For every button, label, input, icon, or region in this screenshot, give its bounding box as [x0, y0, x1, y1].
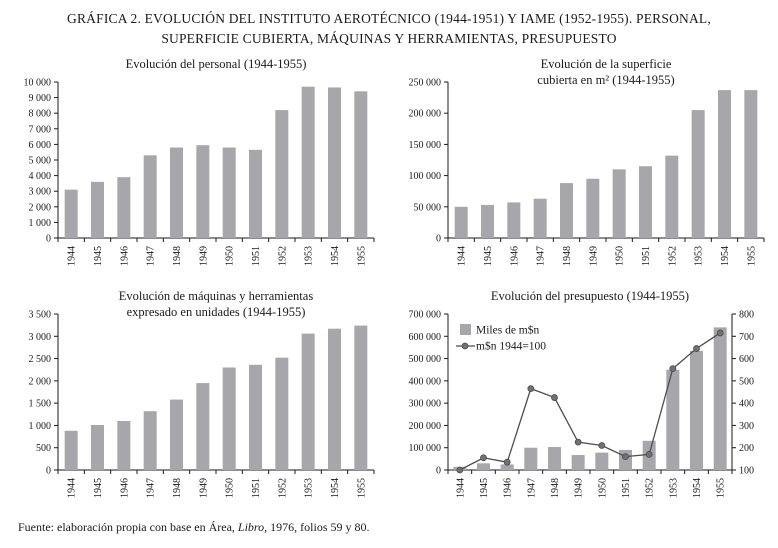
trend-marker-1954 [694, 346, 700, 352]
y-axis-tick-label: 3 000 [28, 331, 51, 343]
legend-line-label: m$n 1944=100 [476, 340, 547, 353]
trend-marker-1947 [528, 386, 534, 392]
trend-marker-1952 [646, 452, 652, 458]
y-axis-tick-label: 400 000 [408, 376, 441, 388]
source-text-italic: Libro [237, 520, 265, 535]
right-y-axis-tick-label: 400 [739, 398, 754, 410]
trend-marker-1949 [575, 439, 581, 445]
x-axis-tick-label: 1951 [641, 246, 652, 267]
x-axis-tick-label: 1953 [668, 478, 680, 499]
trend-marker-1951 [623, 454, 629, 460]
bar-1951 [249, 150, 262, 238]
y-axis-tick-label: 200 000 [408, 108, 441, 120]
x-axis-tick-label: 1945 [479, 478, 490, 499]
chart-title: Evolución del presupuesto (1944-1955) [490, 289, 690, 304]
bar-1944 [65, 190, 78, 238]
x-axis-tick-label: 1945 [93, 246, 104, 267]
x-axis-tick-label: 1955 [746, 246, 758, 267]
x-axis-tick-label: 1953 [303, 478, 315, 499]
chart-title: expresado en unidades (1944-1955) [126, 305, 306, 320]
bar-1948 [548, 447, 561, 470]
y-axis-tick-label: 1 000 [28, 218, 51, 230]
bar-1947 [524, 448, 537, 470]
chart-title: Evolución de máquinas y herramientas [118, 289, 314, 304]
bar-1952 [275, 110, 288, 238]
bar-1945 [91, 425, 104, 470]
bar-1946 [507, 203, 520, 239]
x-axis-tick-label: 1944 [455, 478, 467, 499]
bar-1953 [302, 87, 315, 238]
y-axis-tick-label: 3 500 [28, 309, 51, 321]
bar-1945 [481, 205, 494, 238]
x-axis-tick-label: 1951 [251, 246, 262, 267]
trend-line [460, 333, 720, 470]
x-axis-tick-label: 1952 [277, 478, 289, 499]
x-axis-tick-label: 1955 [356, 246, 368, 267]
x-axis-tick-label: 1948 [562, 246, 573, 267]
right-y-axis-tick-label: 500 [739, 376, 754, 388]
bar-1945 [477, 463, 490, 470]
figure-title-line1: GRÁFICA 2. EVOLUCIÓN DEL INSTITUTO AEROTÉCNICO (1944-1951) Y IAME (1952-1955). PERSONAL, [67, 11, 711, 26]
bar-1954 [328, 329, 341, 470]
x-axis-tick-label: 1948 [172, 246, 183, 267]
source-note [18, 520, 778, 535]
chart-grid [0, 48, 778, 510]
y-axis-tick-label: 500 [36, 443, 51, 455]
bar-1945 [91, 182, 104, 238]
x-axis-tick-label: 1948 [172, 478, 183, 499]
bar-1952 [275, 358, 288, 470]
right-y-axis-tick-label: 600 [739, 354, 754, 366]
chart-title: Evolución de la superficie [540, 57, 672, 72]
y-axis-tick-label: 0 [46, 465, 51, 477]
x-axis-tick-label: 1952 [667, 246, 679, 267]
bar-1946 [117, 421, 130, 470]
chart-maquinas-herramientas [2, 284, 386, 510]
x-axis-tick-label: 1953 [693, 246, 705, 267]
y-axis-tick-label: 2 000 [28, 202, 51, 214]
trend-marker-1944 [457, 467, 463, 473]
right-y-axis-tick-label: 300 [739, 421, 754, 433]
trend-marker-1946 [504, 459, 510, 465]
y-axis-tick-label: 10 000 [23, 77, 51, 89]
y-axis-tick-label: 600 000 [408, 331, 441, 343]
x-axis-tick-label: 1945 [93, 478, 104, 499]
x-axis-tick-label: 1950 [614, 246, 626, 267]
bar-1949 [586, 179, 599, 238]
bar-1950 [595, 453, 608, 470]
bar-1947 [144, 155, 157, 238]
bar-1955 [744, 90, 757, 238]
bar-1950 [223, 148, 236, 238]
x-axis-tick-label: 1947 [145, 478, 157, 499]
y-axis-tick-label: 9 000 [28, 93, 51, 105]
source-text-prefix: Fuente: elaboración propia con base en Área, [18, 520, 238, 535]
x-axis-tick-label: 1948 [550, 478, 561, 499]
x-axis-tick-label: 1954 [330, 246, 341, 267]
x-axis-tick-label: 1951 [621, 478, 632, 499]
x-axis-tick-label: 1949 [198, 478, 210, 499]
bar-1944 [65, 431, 78, 470]
bar-1954 [718, 90, 731, 238]
bar-1951 [249, 365, 262, 470]
bar-1953 [302, 334, 315, 470]
x-axis-tick-label: 1955 [715, 478, 727, 499]
y-axis-tick-label: 0 [46, 233, 51, 245]
x-axis-tick-label: 1950 [597, 478, 609, 499]
y-axis-tick-label: 3 000 [28, 186, 51, 198]
legend-line-marker-icon [462, 343, 468, 349]
bar-1947 [534, 199, 547, 238]
trend-marker-1950 [599, 443, 605, 449]
x-axis-tick-label: 1950 [224, 246, 236, 267]
y-axis-tick-label: 5 000 [28, 155, 51, 167]
x-axis-tick-label: 1946 [119, 478, 131, 499]
y-axis-tick-label: 500 000 [408, 354, 441, 366]
x-axis-tick-label: 1949 [198, 246, 210, 267]
y-axis-tick-label: 0 [436, 465, 441, 477]
y-axis-tick-label: 700 000 [408, 309, 441, 321]
x-axis-tick-label: 1944 [66, 478, 78, 499]
bar-1948 [560, 183, 573, 238]
y-axis-tick-label: 6 000 [28, 140, 51, 152]
trend-marker-1953 [670, 366, 676, 372]
y-axis-tick-label: 7 000 [28, 124, 51, 136]
y-axis-tick-label: 4 000 [28, 171, 51, 183]
y-axis-tick-label: 1 000 [28, 421, 51, 433]
y-axis-tick-label: 2 500 [28, 354, 51, 366]
y-axis-tick-label: 8 000 [28, 108, 51, 120]
x-axis-tick-label: 1954 [692, 478, 703, 499]
x-axis-tick-label: 1954 [330, 478, 341, 499]
bar-1953 [692, 110, 705, 238]
right-y-axis-tick-label: 700 [739, 331, 754, 343]
x-axis-tick-label: 1944 [456, 246, 468, 267]
source-text-suffix: , 1976, folios 59 y 80. [264, 520, 370, 535]
y-axis-tick-label: 250 000 [408, 77, 441, 89]
x-axis-tick-label: 1954 [720, 246, 731, 267]
x-axis-tick-label: 1945 [483, 246, 494, 267]
legend-bar-label: Miles de m$n [476, 324, 540, 337]
x-axis-tick-label: 1952 [277, 246, 289, 267]
bar-1948 [170, 148, 183, 238]
x-axis-tick-label: 1950 [224, 478, 236, 499]
x-axis-tick-label: 1947 [145, 246, 157, 267]
bar-1954 [690, 351, 703, 470]
y-axis-tick-label: 150 000 [408, 140, 441, 152]
trend-marker-1948 [552, 395, 558, 401]
right-y-axis-tick-label: 100 [739, 465, 754, 477]
bar-1955 [354, 326, 367, 470]
chart-personal [2, 52, 386, 278]
bar-1955 [354, 91, 367, 238]
bar-1954 [328, 88, 341, 239]
y-axis-tick-label: 200 000 [408, 421, 441, 433]
y-axis-tick-label: 50 000 [413, 202, 441, 214]
bar-1951 [639, 166, 652, 238]
x-axis-tick-label: 1952 [644, 478, 656, 499]
chart-title: Evolución del personal (1944-1955) [125, 57, 307, 72]
x-axis-tick-label: 1953 [303, 246, 315, 267]
bar-1950 [223, 368, 236, 471]
bar-1948 [170, 400, 183, 470]
x-axis-tick-label: 1946 [502, 478, 514, 499]
y-axis-tick-label: 100 000 [408, 443, 441, 455]
figure-title-line2: SUPERFICIE CUBIERTA, MÁQUINAS Y HERRAMIENTAS, PRESUPUESTO [161, 30, 617, 46]
bar-1949 [196, 145, 209, 238]
trend-marker-1955 [717, 330, 723, 336]
y-axis-tick-label: 100 000 [408, 171, 441, 183]
right-y-axis-tick-label: 200 [739, 443, 754, 455]
x-axis-tick-label: 1947 [535, 246, 547, 267]
figure-title [0, 0, 778, 48]
chart-presupuesto [392, 284, 776, 510]
chart-title: cubierta en m² (1944-1955) [537, 73, 675, 88]
bar-1949 [196, 383, 209, 470]
y-axis-tick-label: 1 500 [28, 398, 51, 410]
x-axis-tick-label: 1944 [66, 246, 78, 267]
x-axis-tick-label: 1946 [509, 246, 521, 267]
bar-1944 [455, 207, 468, 238]
x-axis-tick-label: 1947 [526, 478, 538, 499]
y-axis-tick-label: 2 000 [28, 376, 51, 388]
bar-1955 [714, 327, 727, 470]
x-axis-tick-label: 1949 [588, 246, 600, 267]
x-axis-tick-label: 1949 [573, 478, 585, 499]
bar-1947 [144, 411, 157, 470]
x-axis-tick-label: 1955 [356, 478, 368, 499]
bar-1949 [572, 455, 585, 470]
legend-bar-swatch-icon [460, 324, 471, 335]
x-axis-tick-label: 1946 [119, 246, 131, 267]
right-y-axis-tick-label: 800 [739, 309, 754, 321]
y-axis-tick-label: 300 000 [408, 398, 441, 410]
y-axis-tick-label: 0 [436, 233, 441, 245]
bar-1946 [117, 177, 130, 238]
bar-1950 [613, 169, 626, 238]
chart-superficie-cubierta [392, 52, 776, 278]
x-axis-tick-label: 1951 [251, 478, 262, 499]
trend-marker-1945 [481, 455, 487, 461]
bar-1952 [665, 156, 678, 238]
